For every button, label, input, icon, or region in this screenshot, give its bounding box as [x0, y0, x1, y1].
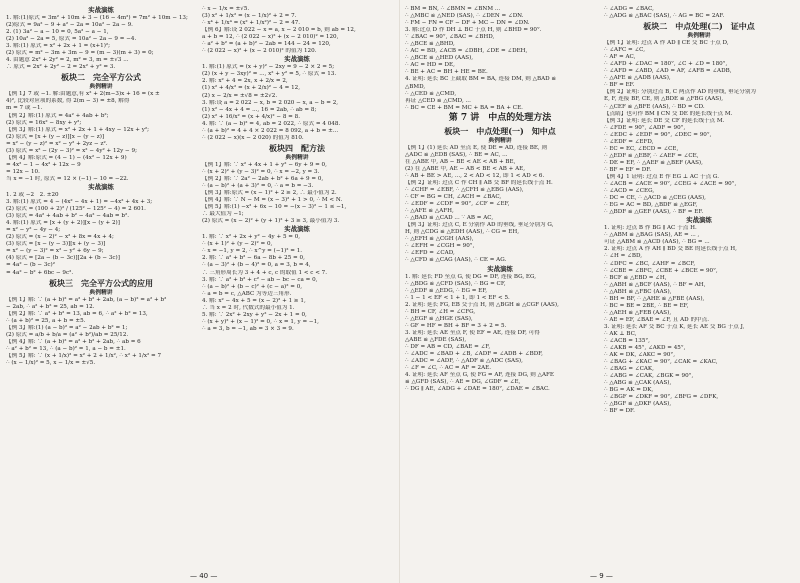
answer-line: ∴ (a − b)² + (a + 3)² = 0, ∴ a = b = −3.: [202, 182, 314, 189]
answer-line: (2) 原式 = [x + (y − z)][x − (y − z)]: [6, 133, 105, 140]
answer-line: ∴ ∠BAG + ∠KAC = 90°, ∠CAK = ∠KAC,: [604, 359, 718, 366]
answer-line: 【例 2】证明: 过点 C 作 CH ∥ AB 交 BF 的延长线于点 H.: [405, 179, 553, 186]
answer-line: 【例 1】(1) 延长 AD 至点 E, 使 DE = AD, 连接 BE, 则: [405, 144, 548, 151]
answer-line: = 4x² − 1 − 4x² + 12x − 9: [6, 161, 81, 168]
subheading: 典例精讲: [687, 33, 711, 40]
subheading: 实战演练: [487, 264, 513, 273]
answer-line: 在 △ABE 中, AB − BE < AE < AB + BE,: [405, 158, 516, 165]
answer-line: ∴ ∠ACB = 135°,: [604, 338, 650, 345]
answer-line: 【例 3】证明: 过点 C, E 分别作 AD 的垂线, 垂足分别为 G,: [405, 222, 554, 229]
answer-line: ∴ AE = EF, ∠BAE = ∠F, 且 AD 的中点.: [604, 316, 710, 323]
answer-line: ∴ EC = EC, ∠ECD = ∠CE,: [604, 145, 679, 152]
section-heading: 板块三 完全平方公式的应用: [49, 277, 153, 288]
subheading: 典例精讲: [89, 84, 113, 91]
answer-line: ∴ (2 022 − x)² + (x − 2 010)² 的值为 120.: [202, 48, 317, 55]
answer-line: ∴ △EDF ≌ △EDG, ∴ EG = EF,: [405, 287, 488, 294]
answer-line: ∴ (a − b)² + (b − c)² + (c − a)² = 0,: [202, 283, 303, 290]
answer-line: ∴ △CFD ≌ △CAG (AAS), ∴ CE = AG.: [405, 257, 507, 264]
subheading: 实战演练: [686, 216, 712, 225]
answer-line: E, F, 连接 BF, CE, 则 △BDE ≌ △FBG (AAS),: [604, 96, 724, 103]
answer-line: 5. 解: ∵ 2x² + 2xy + y² − 2x + 1 = 0,: [202, 311, 307, 318]
answer-line: ∴ AK = DK, ∠AKC = 90°,: [604, 352, 675, 359]
answer-line: ∴ △EFH ≌ △CGH (AAS),: [405, 236, 474, 243]
answer-line: ≌ △GFD (SAS), ∴ AE = DG, ∠GDF = ∠E,: [405, 379, 521, 386]
answer-line: (3) 原式 = 4a² + 4ab + b² − 4a² − 4ab = b².: [6, 213, 129, 220]
answer-line: ∴ BF = DF.: [604, 408, 635, 415]
answer-line: (2) (x + y − 3xy)² = ..., x² + y² = 5, ∴ 原式 = 13.: [202, 71, 337, 78]
answer-line: ∴ BC = BE = 2BE, ∴ BE = EF,: [604, 302, 689, 309]
answer-line: ∴ △BCE ≌ △HED (AAS),: [405, 55, 474, 62]
answer-line: 【例 3】解:(1) 原式 = x² + 2x + 1 + 4xy − 12x + y²;: [6, 126, 150, 133]
answer-line: 【例 4】解: ∵ (a + b)² = a² + b² + 2ab, ∴ ab = 6: [6, 338, 141, 345]
answer-line: 【例 3】证明: 延长 DE 交 CF 的延长线于点 M.: [604, 117, 725, 124]
answer-line: ∴ BCF ≌ △EBD = ∠H,: [604, 274, 667, 281]
answer-line: ∴ a² + b² = 13, ∴ (a − b)² = 1, a − b = ±1.: [6, 345, 126, 352]
answer-line: 2. (1) 3a² − a − 10 = 0, 5a² − a − 1,: [6, 29, 109, 36]
answer-line: ∴ ∠EDF = ∠EFD,: [604, 138, 654, 145]
answer-line: 3. 解:过点 D 作 DH ⊥ BC 于点 H, 则 ∠BHD = 90°.: [405, 27, 542, 34]
subheading: 典例精讲: [488, 137, 512, 144]
section-heading: 板块二 中点处理(二) 证中点: [643, 21, 755, 32]
answer-line: ∴ DG ∥ AE, ∠ADG + ∠DAE = 180°, ∠DAE = ∠BAC.: [405, 386, 550, 393]
answer-line: (2) 原式 = m² − 3m + 3m − 9 = (m − 3)(m + 3) = 0;: [6, 50, 154, 57]
answer-line: ∴ ∠EFD = ∠CAD,: [405, 250, 455, 257]
answer-line: ∴ ∠CBE = ∠BFC, ∠CBE + ∠BCE = 90°,: [604, 267, 718, 274]
answer-line: ∴ ∠AFD = ∠ABD, ∠AD = AF, ∠AFB = ∠ADB,: [604, 68, 732, 75]
answer-line: ∴ BF = EF = DF.: [604, 166, 652, 173]
answer-line: 1. 解:(1)原式 = 3m² + 10m + 3 − (16 − 4m²) = 7m² + 10m − 13;: [6, 15, 188, 21]
answer-line: ∴ △CED ≌ △CMD,: [405, 90, 457, 97]
answer-line: ∴ DC = CE, ∴ △ACD ≌ △CEG (AAS),: [604, 195, 706, 202]
answer-line: ∴ (a + b)² = 4 + 4 × 2 022 = 8 092, a + b = ±...: [202, 127, 339, 134]
answer-line: ∴ AK ⊥ BC,: [604, 330, 637, 337]
answer-line: ∴ △AFE ≌ △AFH,: [405, 208, 454, 215]
answer-line: 【点睛】也可作 BM ∥ CN 交 DE 的延长线于点 M.: [604, 110, 733, 117]
page-gutter: [399, 0, 400, 583]
answer-line: (4) 原式 = [2a − (b − 3c)][2a + (b − 3c)]: [6, 255, 120, 262]
answer-line: 1. 2 或 −2 2. ±20: [6, 191, 59, 198]
answer-line: ∴ a² + b² = (a + b)² − 2ab = 144 − 24 = 120,: [202, 41, 331, 48]
answer-line: (3) 原式 = [x − (y − 3)][x + (y − 3)]: [6, 241, 106, 248]
answer-line: ∴ △ABH ≌ △BCF (AAS), ∴ BF = AH,: [604, 281, 706, 288]
answer-line: (1) x² + 4/x² = (x + 2/x)² − 4 = 12,: [202, 85, 300, 92]
page-number-left: — 40 —: [190, 572, 218, 580]
answer-line: ∴ ∠EFH = ∠CGH = 90°,: [405, 243, 475, 250]
answer-line: ∴ GF = HF = BH + BF = 3 + 2 = 5.: [405, 322, 507, 329]
answer-line: ∴ △EDF ≌ △EBF, ∴ ∠AEF = ∠CE,: [604, 152, 699, 159]
answer-line: ∴ x⁴ + 1/x⁴ = (x² + 1/x²)² − 2 = 47.: [202, 20, 301, 27]
subheading: 典例精讲: [89, 289, 113, 296]
answer-line: (2)原式 = 9a² − 9 + a² − 2a = 10a² − 2a − 9.: [6, 22, 133, 29]
answer-line: H, 则 △CDG ≌ △EDH (AAS), ∴ CG = EH,: [405, 229, 520, 236]
answer-line: 3. 解:(1) 原式 = 4 − (4x² − 4x + 1) = −4x² + 4x + 3;: [6, 199, 153, 206]
answer-line: ∴ 三角形周长为 3 + 4 + c, c 的取值 1 < c < 7.: [202, 269, 327, 276]
answer-line: ∴ 当 x = 2 时, 代数式的最小值为 1.: [202, 304, 295, 311]
answer-line: 【例 2】证明: 分别过点 B, C 两点作 AD 的垂线, 垂足分别为: [604, 89, 757, 96]
answer-line: 【例 4】解:原式 = (4 − 1) − (4x² − 12x + 9): [6, 154, 127, 161]
page-number-right: — 9 —: [590, 572, 613, 580]
answer-line: ∴ BE + AC = BH + HE = BE.: [405, 69, 488, 76]
answer-line: 当 x = −1 时, 原式 = 12 × (−1) − 10 = −22.: [6, 175, 129, 182]
answer-line: ∴ AF = AC,: [604, 54, 636, 61]
answer-line: (2) x² + 16/x² = (x + 4/x)² − 8 = 8.: [202, 113, 300, 120]
answer-line: (2) 原式 = (x − 2)² + (y + 1)² + 3 ≥ 3, 最小值为 3.: [202, 218, 340, 225]
section-heading: 板块一 中点处理(一) 知中点: [444, 125, 556, 136]
answer-line: = 4a² − b² + 6bc − 9c².: [6, 269, 74, 276]
answer-line: ∴ DE = EF, ∴ △AEF ≌ △BEF (AAS),: [604, 159, 703, 166]
answer-line: ∴ 原式 = 2x² + 2y² − 2 = 2x² + y² = 3.: [6, 64, 116, 71]
answer-line: ∴ △MBC ≌ △NED (SAS), ∴ ∠DEN = ∠DN.: [405, 13, 524, 20]
answer-line: ∴ △ABH ≌ △FBC (AAS),: [604, 288, 672, 295]
answer-line: ∴ FM − FN = CF − DF + MC − DN = ∠DN.: [405, 20, 530, 27]
answer-line: 可证 △ABM ≌ △ACD (AAS), ∴ BG = ...: [604, 239, 710, 246]
answer-line: ∴ △CEF ≌ △BFE (AAS), ∴ BD = CD.: [604, 103, 705, 110]
subheading: 实战演练: [88, 6, 114, 14]
answer-line: 3. 解:(1) 原式 = x² + 2x + 1 = (x+1)²;: [6, 43, 111, 50]
answer-line: ∴ AC = HD = DE,: [405, 62, 455, 69]
answer-line: 【例 4】1 证明: 过点 E 作 EG ⊥ AC 于点 G.: [604, 173, 719, 180]
answer-line: = 12x − 10.: [6, 168, 40, 175]
column-2: [202, 6, 392, 333]
column-1: [6, 6, 196, 367]
answer-line: 2. 解: x² + 4 = 2x, x + 2/x = 2,: [202, 78, 288, 85]
column-3: [405, 6, 595, 393]
answer-line: (2) 原式 = (100 + 2)² / (125² − 125² − 4) = 2 601.: [6, 206, 146, 213]
answer-line: ∴ ∠ADC = ∠ADF, ∴ △ADF ≌ △ADC (SAS),: [405, 358, 523, 365]
answer-line: (3) x² + 1/x² = (x − 1/x)² + 2 = 7.: [202, 13, 297, 20]
answer-line: ∴ (2 022 − x)(x − 2 020) 的值为 810.: [202, 134, 304, 141]
answer-line: ∴ △BCE ≌ △BHD,: [405, 41, 455, 48]
answer-line: ∴ ∠EDF = ∠CDF = 90°, ∠CF = ∠EF,: [405, 201, 510, 208]
answer-line: ∴ ∠AFD + ∠DAC = 180°, ∠C + ∠D = 180°,: [604, 61, 728, 68]
answer-line: 4. 证明: 延长 BC 上截取 BM = BA, 连接 DM, 则 △BAD ≌: [405, 76, 557, 83]
answer-line: 2. 解: ∵ a² + b² − 6a − 8b + 25 = 0,: [202, 255, 305, 262]
answer-line: 【例 4】解: ∵ N − M = (x − 3)² + 1 > 0, ∴ M < N.: [202, 197, 343, 204]
answer-line: − 2ab, ∴ a² + b² = 25, ab = 12.: [6, 303, 95, 310]
answer-line: 【例 1】7 或 −1. 解:由题意,有 x² + 2(m−3)x + 16 = (x ±: [6, 91, 160, 98]
answer-line: ∴ ∠ACD = ∠CEG,: [604, 188, 655, 195]
answer-line: 3. 解:设 a = 2 022 − x, b = 2 020 − x, a − b = 2,: [202, 99, 339, 106]
column-4: [604, 6, 794, 416]
answer-line: ∴ △EGF ≌ △HGE (SAS),: [405, 315, 473, 322]
answer-line: 【例 3】解:(1) (a − b)² = a² − 2ab + b² = 1;: [6, 324, 128, 331]
answer-line: 2. 证明: 过点 A 作 AH ∥ BD 交 BE 的延长线于点 H,: [604, 246, 737, 253]
answer-line: 【例 2】解:(1) 原式 = 4a² + 4ab + b²;: [6, 112, 109, 119]
answer-line: ∴ ∠AKB = 45°, ∠AKD = 45°,: [604, 345, 686, 352]
answer-line: 2. 证明: 延长 FG, EB 交于点 H, 则 △BGH ≌ △CGF (AAS),: [405, 301, 559, 308]
answer-line: a + b = 12, ∴ (2 022 − x)² + (x − 2 010)² = 120,: [202, 34, 339, 41]
answer-line: (2) x − 2/x = ±√8 = ±2√2.: [202, 92, 278, 99]
answer-line: ∴ ∠BGF = ∠DKF = 90°, ∠BFG = ∠DFK,: [604, 394, 719, 401]
answer-line: ∴ (x + y)² + (x − 1)² = 0, ∴ x = 1, y = −1,: [202, 318, 319, 325]
answer-line: ∴ ∠EDC + ∠EDF = 90°, ∠DEC = 90°,: [604, 131, 712, 138]
answer-line: ∴ △BDF ≌ △GEF (AAS), ∴ BF = EF.: [604, 209, 704, 216]
answer-line: ∴ ∠AFC = ∠C,: [604, 47, 646, 54]
answer-line: 再证 △CED ≌ △CMD, ...: [405, 97, 471, 104]
answer-line: (1) x² − 4x + 4 = ..., 16 = 2ab, ∴ ab = 8;: [202, 106, 317, 113]
answer-line: ∴ △ADG ≌ △BAC (SAS), ∴ AG = BC = 2AF.: [604, 13, 725, 20]
answer-line: ∴ BM = BN, ∴ ∠BMN = ∠BNM ...: [405, 6, 501, 12]
answer-line: ∴ ∠ADC = ∠BAD + ∠B, ∠ADF = ∠ADB + ∠BDF,: [405, 351, 543, 358]
answer-line: 4. 由题意 2x² + 2y² = 2, m² = 3, m = ±√3 ...: [6, 57, 129, 64]
answer-line: ∴ (x − 1/x)² = 5, x − 1/x = ±√5.: [6, 359, 96, 366]
answer-line: ∴ BF = EF.: [604, 82, 635, 89]
answer-line: ∴ AC = BD, ∠ACB = ∠DBH, ∠DE = ∠DEH,: [405, 48, 528, 55]
subheading: 典例精讲: [285, 154, 309, 161]
answer-line: 4. 证明: 延长 AF 至点 G, 使 FG = AF, 连接 DG, 则 △AFE: [405, 372, 554, 379]
answer-line: 3. 证明: 延长 AF 交 BC 于点 K, 延长 AE 交 BG 于点 J,: [604, 323, 745, 330]
answer-line: ∴ △AFE ≌ △ADB (AAS),: [604, 75, 671, 82]
answer-line: ∴ △BGF ≌ △DKF (AAS),: [604, 401, 672, 408]
answer-line: 1. 解: 延长 FD 至点 G, 使 DG = DF, 连接 BG, EG,: [405, 273, 537, 280]
answer-line: ∴ ∠CHF = ∠EBF, ∴ △CFH ≌ △EBG (AAS),: [405, 186, 524, 193]
answer-line: (2) 原式 = a/b + b/a = (a² + b²)/ab = 25/12.: [6, 331, 129, 338]
answer-line: ∴ EG = AC = BD, △BDF ≌ △EGF,: [604, 202, 698, 209]
answer-line: (2) 原式 = (x − 2)² − x² + 8x = 4x + 4;: [6, 234, 114, 241]
answer-line: ∴ △AEH ≌ △FEB (AAS),: [604, 309, 672, 316]
answer-line: (2) 10a² − 2a = 5, 原式 = 10a² − 2a − 9 = −4.: [6, 36, 137, 43]
answer-line: ∴ ∠FDE = 90°, ∠ADF = 90°,: [604, 124, 686, 131]
answer-line: = x² − y² − 4y − 4;: [6, 227, 61, 234]
section-heading: 板块二 完全平方公式: [61, 72, 141, 83]
answer-line: ∴ a = 3, b = −1, ab = 3 × 3 = 9.: [202, 325, 294, 332]
answer-line: 【例 5】解:(1) −x² + 6x − 10 = −(x − 3)² − 1 ≤ −1,: [202, 204, 347, 211]
answer-line: ∴ (a − 3)² + (b − 4)² = 0, a = 3, b = 4,: [202, 262, 311, 269]
answer-line: = x² − (y − 3)² = x² − y² + 6y − 9;: [6, 248, 104, 255]
answer-line: ∵ ∠BAC = 90°, ∠BAC = ∠BHD,: [405, 34, 495, 41]
answer-line: ∴ (x + 2)² + (y − 3)² = 0, ∴ x = −2, y = 3.: [202, 168, 320, 175]
answer-line: 【例 1】解: ∵ (a + b)² = a² + b² + 2ab, (a − b)² = a² + b²: [6, 296, 167, 303]
section-heading: 第 7 讲 中点的处理方法: [448, 112, 552, 123]
answer-line: 4)², 比较对应项的系数, 得 2(m − 3) = ±8, 解得: [6, 98, 130, 105]
answer-line: △BMD,: [405, 83, 426, 90]
answer-line: ∴ △ABG ≌ △CAK (AAS),: [604, 380, 672, 387]
answer-line: ∴ ∠DFC = ∠BC, ∠AHF = ∠BCF,: [604, 260, 696, 267]
answer-line: (2) 在 △ABE 中, AE − AB < BE < AB + AE,: [405, 165, 526, 172]
answer-line: ∴ BG = AK = DK,: [604, 387, 654, 394]
answer-line: △ADC ≌ △EDB (SAS), ∴ BE = AC, ...: [405, 151, 508, 158]
answer-line: ∴ x = −1, y = 2, ∴ x^y = (−1)² = 1.: [202, 248, 303, 255]
answer-line: △ABE ≌ △FDE (SAS),: [405, 336, 467, 343]
answer-line: ∴ BH = CF, ∠H = ∠CFG,: [405, 308, 476, 315]
answer-line: ∴ a = b = c, △ABC 为等边三角形.: [202, 290, 292, 297]
answer-line: ∴ △BAD ≌ △CAD ... ∵ AB = AC,: [405, 215, 494, 222]
answer-line: ∴ 最大值为 −1;: [202, 211, 244, 218]
answer-line: ∴ BC = CE + BM = MC + BA = BA + CE.: [405, 104, 523, 111]
answer-line: 3. 解: ∵ a² + b² + c² − ab − bc − ca = 0,: [202, 276, 318, 283]
answer-line: = 4a² − (b − 3c)²: [6, 262, 55, 269]
subheading: 实战演练: [284, 55, 310, 64]
answer-line: ∴ ∠BAG = ∠CAK,: [604, 366, 654, 373]
answer-line: (3) 原式 = x² − (2y − 3)² = x² − 4y² + 12y − 9;: [6, 147, 137, 154]
answer-line: 【例 2】解: ∵ 2a² − 2ab + b² + 6a + 9 = 0,: [202, 175, 324, 182]
answer-line: ∴ ∠ABG = ∠CAK, ∠BGK = 90°,: [604, 373, 694, 380]
answer-line: ∴ ∠F = ∠C, ∴ AC = AF = 2AE.: [405, 365, 491, 372]
answer-line: 【例 1】证明: 过点 A 作 AD ∥ CE 交 BC 于点 D,: [604, 40, 729, 47]
answer-line: 4. 解:(1) 原式 = [x + (y + 2)][x − (y + 2)]: [6, 220, 120, 227]
answer-line: = x² − (y − z)² = x² − y² + 2yz − z².: [6, 140, 108, 147]
section-heading: 板块四 配方法: [269, 142, 325, 153]
answer-line: 1. 解:(1) 原式 = (x + y)² − 2xy = 9 − 2 × 2 = 5;: [202, 64, 335, 71]
answer-line: ∴ ∠ADG = ∠BAC,: [604, 6, 654, 12]
answer-line: ∴ (a + b)² = 25, a + b = ±5.: [6, 317, 86, 324]
answer-line: 1. 解: ∵ x² + 2x + y² − 4y + 5 = 0,: [202, 234, 301, 241]
answer-line: 4. 解: x² − 4x + 5 = (x − 2)² + 1 ≥ 1,: [202, 297, 306, 304]
answer-line: ∴ DF = AB = CD, ∠BAE = ∠F,: [405, 343, 491, 350]
answer-line: m = 7 或 −1.: [6, 105, 43, 112]
answer-line: 4. 解: ∵ (a − b)² = 4, ab = 2 022, ∴ 原式 = 4 048.: [202, 120, 341, 127]
answer-line: 【例 5】解: ∵ (x + 1/x)² = x² + 2 + 1/x², ∴ x² + 1/x² = 7: [6, 352, 162, 359]
answer-line: ∴ (x + 1)² + (y − 2)² = 0,: [202, 241, 273, 248]
answer-line: 【例 3】解:原式 = (x − 1)² + 2 ≥ 2, ∴ 最小值为 2.: [202, 190, 337, 197]
subheading: 实战演练: [284, 225, 310, 234]
answer-line: ∴ ∠ACB = ∠ACE = 90°, ∠CEG + ∠ACE = 90°,: [604, 181, 737, 188]
subheading: 实战演练: [88, 182, 114, 191]
answer-line: 3. 证明: 延长 AE 至点 F, 使 EF = AE, 连接 DF, 可得: [405, 329, 540, 336]
answer-line: 【例 2】解: ∵ a² + b² = 13, ab = 6, ∴ a² + b² = 13,: [6, 310, 148, 317]
answer-line: ∴ 1 − 1 < EF < 1 + 1, 即 1 < EF < 5.: [405, 294, 510, 301]
answer-line: (2) 原式 = 16x² − 8xy + y²;: [6, 119, 82, 126]
answer-line: 【例 6】解:设 2 022 − x = a, x − 2 010 = b, 则 ab = 12,: [202, 27, 356, 34]
answer-line: 【例 1】解: ∵ x² + 4x + 1 + y² − 6y + 9 = 0,: [202, 161, 327, 168]
answer-line: ∴ △ABM ≌ △BAG (SAS), AE = ... ,: [604, 232, 700, 239]
answer-line: ∴ ∠H = ∠BD,: [604, 253, 643, 260]
answer-line: ∴ x − 1/x = ±√5.: [202, 6, 250, 12]
answer-line: ∴ AB + BE > AE, ..., 2 < AD < 12, 即 1 < AD < 6.: [405, 172, 545, 179]
answer-line: 1. 证明: 过点 B 作 BG ∥ AC 于点 H.: [604, 225, 697, 232]
answer-line: ∴ BH = BF, ∴ △AHE ≌ △FBE (AAS),: [604, 295, 705, 302]
answer-line: ∴ △BDG ≌ △CFD (SAS), ∴ BG = CF,: [405, 280, 506, 287]
answer-line: ∴ CF = BG = CH, ∠ACH = ∠BAC,: [405, 194, 502, 201]
